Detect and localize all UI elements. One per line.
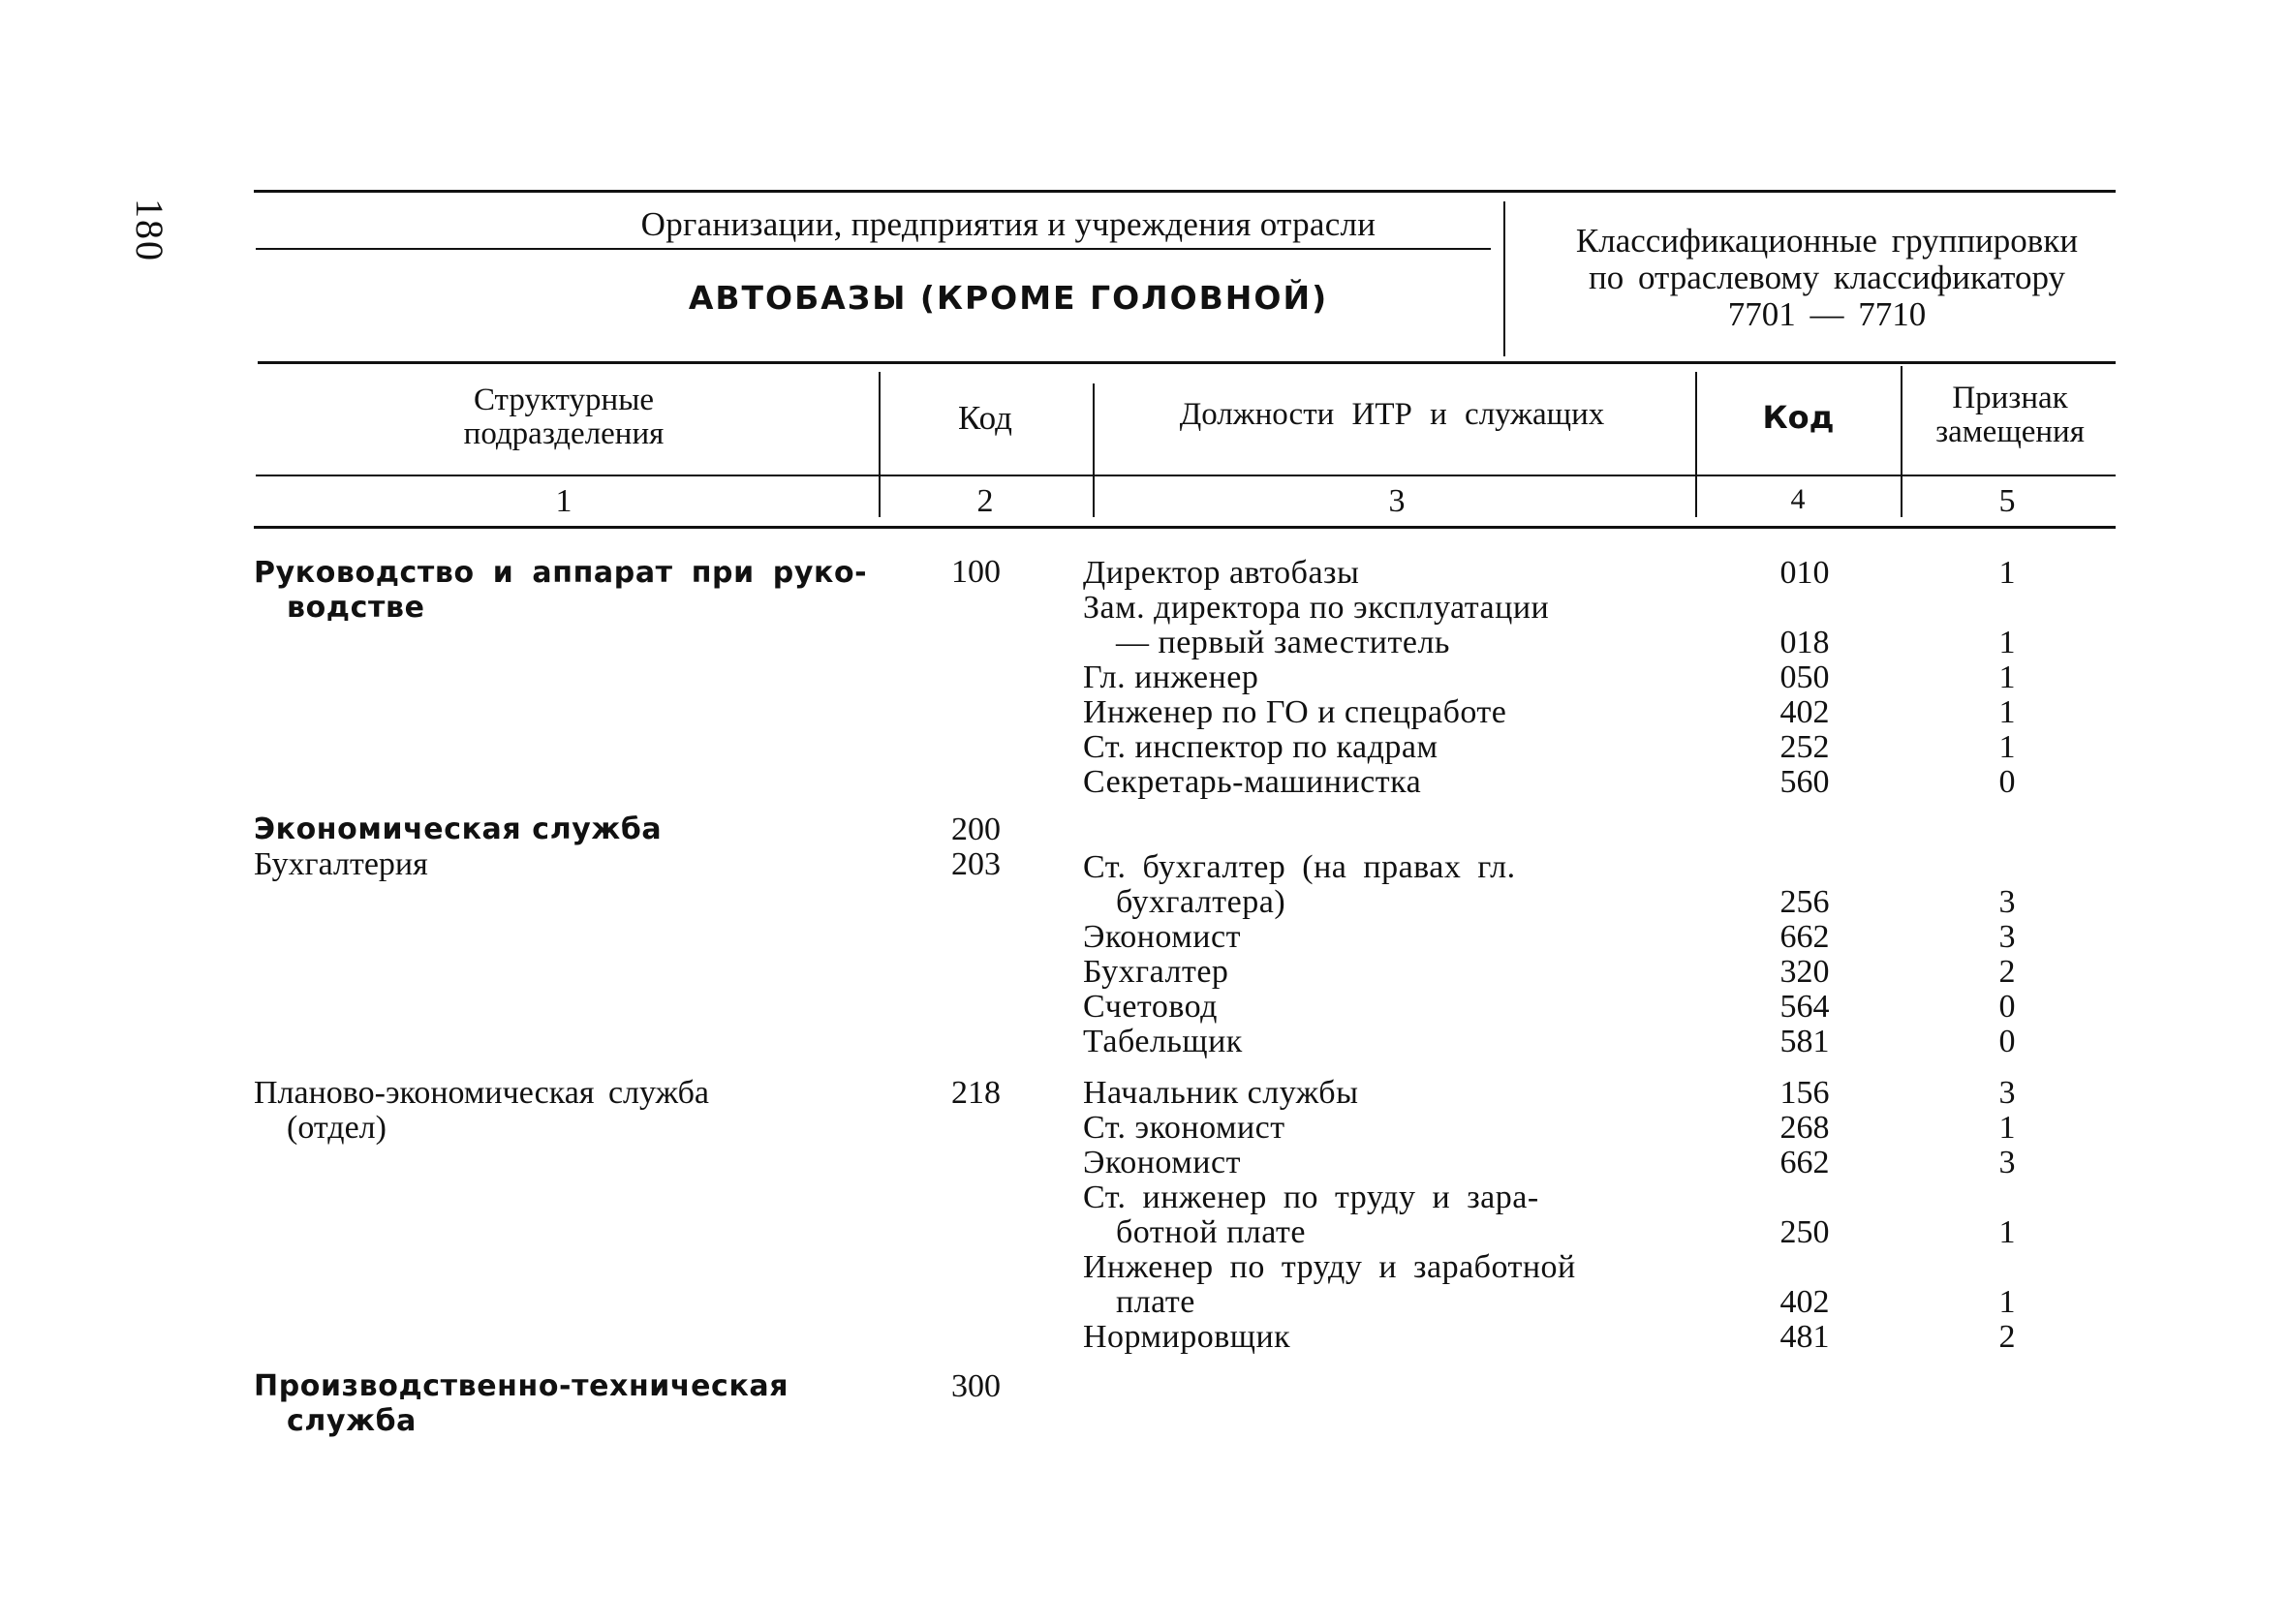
position	[1083, 920, 1655, 955]
department-name: Экономическая служба	[254, 812, 663, 846]
position	[1083, 1025, 1655, 1059]
column-header-replacement-flag	[1904, 382, 2116, 449]
position-name: Начальник службы	[1083, 1075, 1359, 1111]
organization-line: Организации, предприятия и учреждения отрасли	[640, 205, 1376, 243]
column-number: 1	[555, 483, 572, 519]
department-code: 200	[951, 812, 1001, 847]
replacement-flag: 1	[1998, 729, 2016, 765]
column-header-line: Код	[1762, 399, 1835, 436]
department-name: (отдел)	[287, 1110, 387, 1146]
position-code: 560	[1779, 764, 1830, 800]
position-code: 481	[1779, 1319, 1830, 1355]
position	[1083, 1111, 1655, 1146]
org-underline	[256, 248, 1491, 250]
position-code: 662	[1779, 919, 1830, 955]
header-bottom-rule	[258, 361, 2116, 364]
position	[1083, 556, 1655, 591]
position-name: Экономист	[1083, 919, 1241, 955]
column-header-position-code	[1699, 401, 1898, 435]
position-name: Ст. экономист	[1083, 1110, 1285, 1146]
position-code: 268	[1779, 1110, 1830, 1146]
column-header-line: Код	[958, 399, 1012, 437]
column-header-line: замещения	[1935, 414, 2085, 449]
position-name: Секретарь-машинистка	[1083, 764, 1422, 800]
column-header-code	[883, 401, 1087, 435]
department	[254, 812, 874, 847]
department	[254, 556, 874, 626]
replacement-flag: 1	[1998, 1110, 2016, 1146]
position-code: 250	[1779, 1214, 1830, 1250]
replacement-flag: 0	[1998, 989, 2016, 1025]
department-name: Руководство и аппарат при руко-	[254, 556, 868, 590]
replacement-flag: 1	[1998, 659, 2016, 695]
position-code: 256	[1779, 884, 1830, 920]
column-divider	[1901, 366, 1902, 517]
department	[254, 1076, 874, 1146]
department-name: водстве	[287, 591, 425, 625]
position	[1083, 1146, 1655, 1180]
position-code: 402	[1779, 1284, 1830, 1320]
column-number: 5	[1998, 483, 2016, 519]
column-divider	[879, 372, 881, 517]
numbers-bottom-rule	[254, 526, 2116, 529]
department-code: 218	[951, 1075, 1001, 1111]
position	[1083, 990, 1655, 1025]
position-name: ботной плате	[1116, 1214, 1306, 1250]
replacement-flag: 2	[1998, 1319, 2016, 1355]
position	[1083, 955, 1655, 990]
position-name: Ст. инспектор по кадрам	[1083, 729, 1438, 765]
classification-line: по отраслевому классификатору	[1588, 259, 2066, 296]
replacement-flag: 3	[1998, 1145, 2016, 1180]
department-code: 300	[951, 1368, 1001, 1404]
position	[1083, 1180, 1655, 1250]
column-header-line: Признак	[1952, 381, 2068, 415]
position-code: 581	[1779, 1024, 1830, 1059]
position-name: Табельщик	[1083, 1024, 1243, 1059]
column-number: 3	[1388, 483, 1406, 519]
position-code: 018	[1779, 625, 1830, 660]
position-code: 156	[1779, 1075, 1830, 1111]
replacement-flag: 0	[1998, 764, 2016, 800]
replacement-flag: 0	[1998, 1024, 2016, 1059]
position	[1083, 1250, 1655, 1320]
top-rule	[254, 190, 2116, 193]
department-name: Производственно-техническая	[254, 1369, 789, 1403]
position	[1083, 695, 1655, 730]
position-code: 564	[1779, 989, 1830, 1025]
classification-block	[1546, 223, 2108, 333]
position-name: бухгалтера)	[1116, 884, 1286, 920]
column-divider	[1695, 372, 1697, 517]
position-name: плате	[1116, 1284, 1195, 1320]
department-code: 203	[951, 846, 1001, 882]
header-numbers-rule	[256, 475, 2116, 476]
position-name: Счетовод	[1083, 989, 1218, 1025]
position-name: Директор автобазы	[1083, 555, 1360, 591]
department	[254, 847, 874, 882]
position-code: 662	[1779, 1145, 1830, 1180]
position	[1083, 730, 1655, 765]
column-number: 2	[976, 483, 994, 519]
page-title: АВТОБАЗЫ (КРОМЕ ГОЛОВНОЙ)	[688, 279, 1329, 317]
department	[254, 1369, 874, 1439]
column-header-line: Структурные	[473, 383, 655, 417]
page-number: 180	[128, 199, 171, 262]
replacement-flag: 1	[1998, 1284, 2016, 1320]
position-code: 402	[1779, 694, 1830, 730]
position	[1083, 1076, 1655, 1111]
replacement-flag: 1	[1998, 1214, 2016, 1250]
position-name: Ст. инженер по труду и зара-	[1083, 1180, 1539, 1215]
position-name: Нормировщик	[1083, 1319, 1291, 1355]
position-name: Ст. бухгалтер (на правах гл.	[1083, 849, 1516, 885]
replacement-flag: 1	[1998, 555, 2016, 591]
column-header-line: подразделения	[463, 416, 665, 451]
position-name: Экономист	[1083, 1145, 1241, 1180]
position-name: Бухгалтер	[1083, 954, 1229, 990]
replacement-flag: 3	[1998, 919, 2016, 955]
position-code: 050	[1779, 659, 1830, 695]
position	[1083, 660, 1655, 695]
classification-line: Классификационные группировки	[1575, 222, 2079, 260]
position-name: Инженер по ГО и спецработе	[1083, 694, 1507, 730]
replacement-flag: 2	[1998, 954, 2016, 990]
department-name: Бухгалтерия	[254, 846, 428, 882]
department-name: Планово-экономическая служба	[254, 1075, 709, 1111]
column-header-departments	[370, 383, 758, 451]
column-divider	[1093, 383, 1095, 517]
column-header-positions	[1097, 398, 1687, 432]
position-code: 320	[1779, 954, 1830, 990]
position-code: 252	[1779, 729, 1830, 765]
replacement-flag: 1	[1998, 625, 2016, 660]
position	[1083, 591, 1655, 660]
classification-line: 7701 — 7710	[1727, 295, 1927, 333]
department-name: служба	[287, 1404, 417, 1438]
department-code: 100	[951, 554, 1001, 590]
position-name: — первый заместитель	[1116, 625, 1450, 660]
replacement-flag: 1	[1998, 694, 2016, 730]
position	[1083, 765, 1655, 800]
position	[1083, 1320, 1655, 1355]
position-name: Зам. директора по эксплуатации	[1083, 590, 1550, 626]
position-name: Гл. инженер	[1083, 659, 1259, 695]
column-header-line: Должности ИТР и служащих	[1179, 397, 1605, 432]
position-code: 010	[1779, 555, 1830, 591]
column-number: 4	[1790, 483, 1806, 515]
replacement-flag: 3	[1998, 1075, 2016, 1111]
position-name: Инженер по труду и заработной	[1083, 1249, 1576, 1285]
position	[1083, 850, 1655, 920]
replacement-flag: 3	[1998, 884, 2016, 920]
